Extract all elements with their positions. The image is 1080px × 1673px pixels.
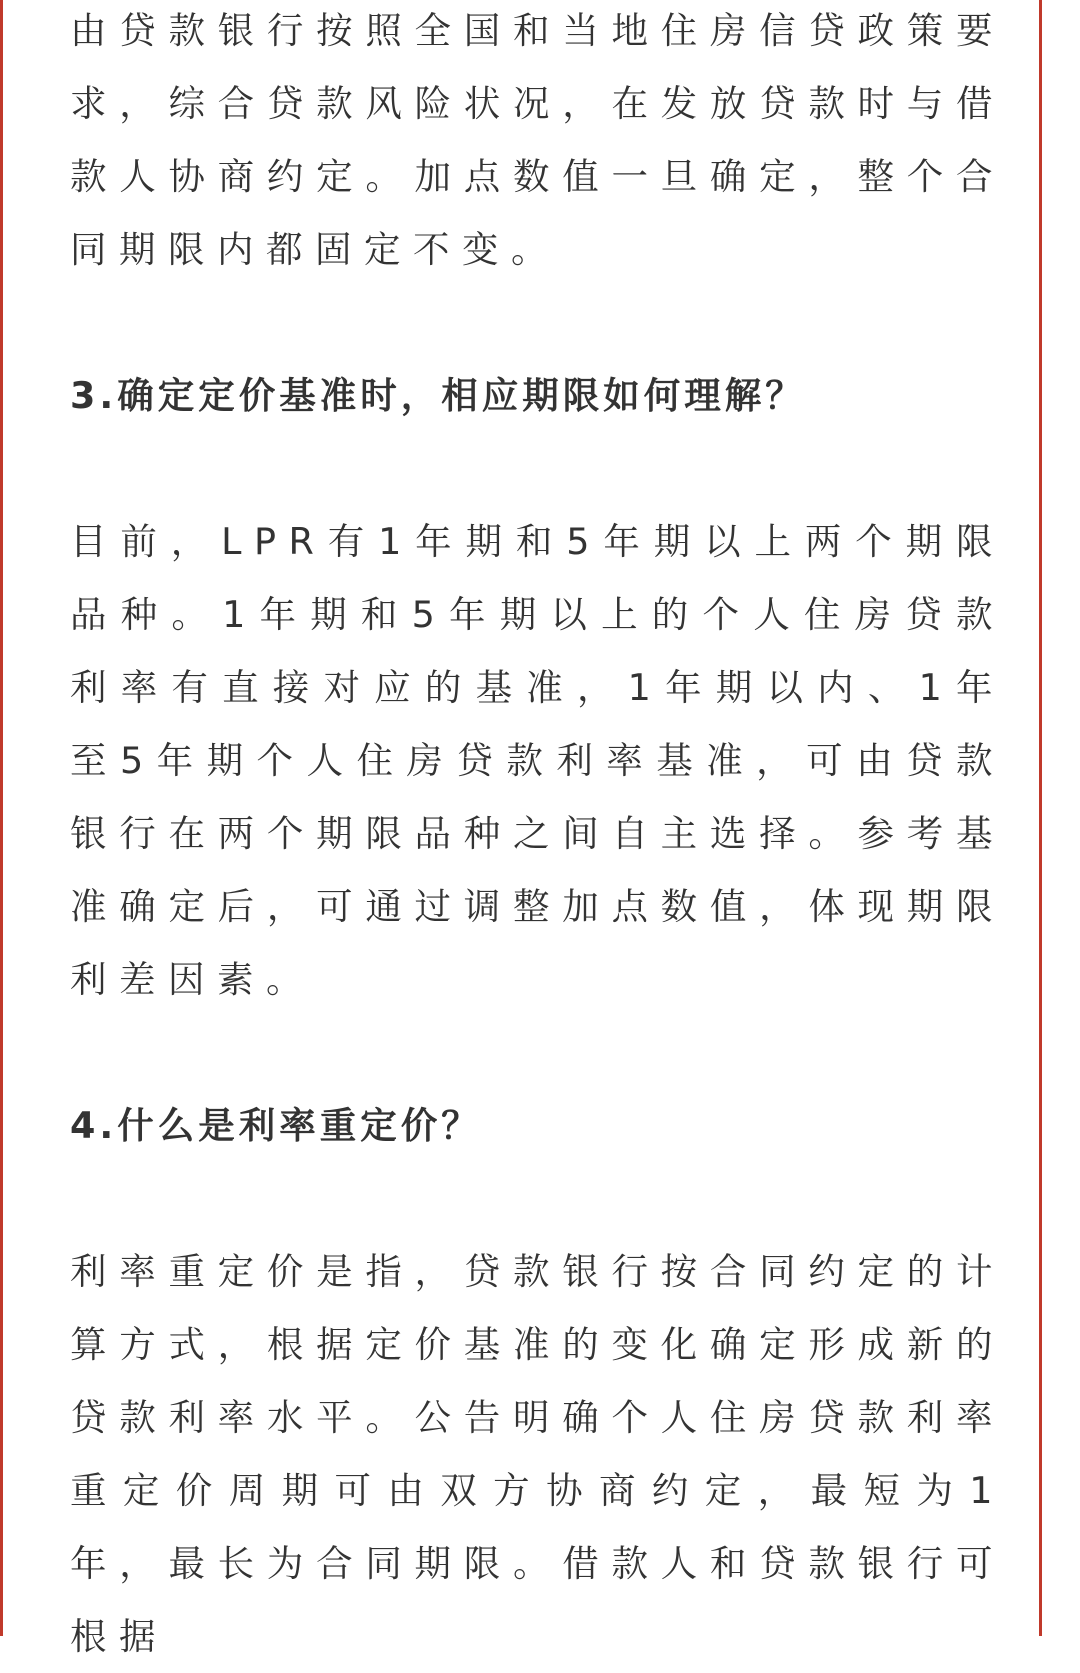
section-heading-4: 4.什么是利率重定价？ bbox=[70, 1104, 482, 1147]
frame-border-left bbox=[0, 0, 3, 1636]
article-body bbox=[70, 0, 1005, 1673]
paragraph-repricing: 利率重定价是指，贷款银行按合同约定的计算方式，根据定价基准的变化确定形成新的贷款利率水平。公告明确个人住房贷款利率重定价周期可由双方协商约定，最短为1年，最长为合同期限。借款人和贷款银行可根据 bbox=[70, 1250, 1005, 1658]
frame-border-right bbox=[1039, 0, 1042, 1636]
paragraph-benchmark-term: 目前，LPR有1年期和5年期以上两个期限品种。1年期和5年期以上的个人住房贷款利率有直接对应的基准，1年期以内、1年至5年期个人住房贷款利率基准，可由贷款银行在两个期限品种之间自主选择。参考基准确定后，可通过调整加点数值，体现期限利差因素。 bbox=[70, 520, 1005, 1001]
section-heading-3: 3.确定定价基准时，相应期限如何理解？ bbox=[70, 374, 806, 417]
paragraph-markup-definition: 由贷款银行按照全国和当地住房信贷政策要求，综合贷款风险状况，在发放贷款时与借款人协商约定。加点数值一旦确定，整个合同期限内都固定不变。 bbox=[70, 9, 1005, 271]
